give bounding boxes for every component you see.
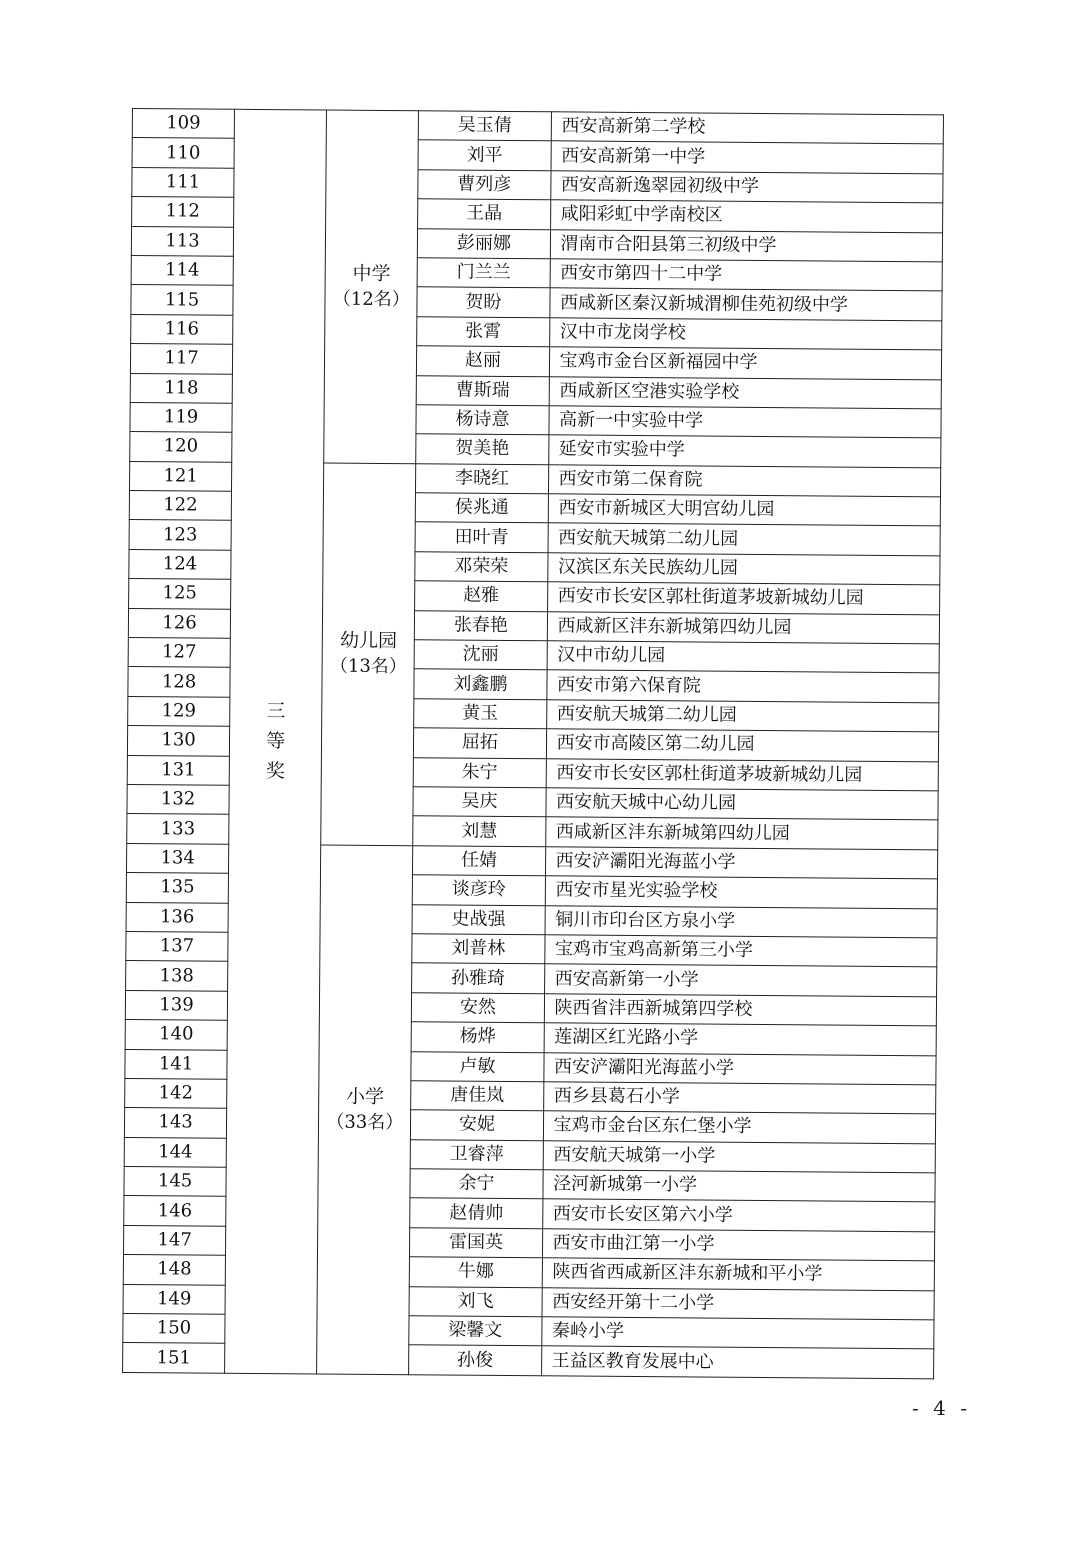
school-name: 汉中市龙岗学校	[549, 318, 942, 350]
school-name: 西安市新城区大明宫幼儿园	[548, 494, 941, 526]
winner-name: 彭丽娜	[418, 228, 550, 258]
row-number: 150	[123, 1313, 225, 1343]
row-number: 141	[125, 1049, 227, 1079]
row-number: 125	[129, 579, 231, 609]
row-number: 135	[126, 873, 228, 903]
winner-name: 刘鑫鹏	[414, 669, 546, 699]
winner-name: 沈丽	[414, 640, 546, 670]
winner-name: 孙雅琦	[412, 963, 544, 993]
winner-name: 唐佳岚	[411, 1081, 543, 1111]
school-name: 西安市第六保育院	[546, 670, 939, 702]
row-number: 151	[123, 1343, 225, 1373]
school-name: 陕西省沣西新城第四学校	[544, 993, 937, 1025]
school-name: 延安市实验中学	[548, 435, 941, 467]
winner-name: 杨烨	[411, 1022, 543, 1052]
school-name: 莲湖区红光路小学	[544, 1023, 937, 1055]
row-number: 124	[129, 549, 231, 579]
row-number: 123	[129, 520, 231, 550]
winner-name: 吴玉倩	[419, 111, 551, 141]
row-number: 118	[130, 373, 232, 403]
school-name: 西咸新区空港实验学校	[549, 376, 942, 408]
winner-name: 李晓红	[416, 463, 548, 493]
winner-name: 屈拓	[414, 728, 546, 758]
award-level-cell	[225, 109, 327, 1373]
school-name: 西安航天城第二幼儿园	[546, 700, 939, 732]
row-number: 143	[124, 1108, 226, 1138]
winner-name: 曹列彦	[418, 170, 550, 200]
row-number: 122	[129, 491, 231, 521]
row-number: 145	[124, 1167, 226, 1197]
winner-name: 梁馨文	[409, 1316, 541, 1346]
winner-name: 张霄	[417, 316, 549, 346]
school-name: 西安市第二保育院	[548, 464, 941, 496]
winner-name: 刘飞	[409, 1286, 541, 1316]
school-name: 西安航天城第一小学	[543, 1140, 936, 1172]
row-number: 114	[131, 255, 233, 285]
school-name: 西安航天城中心幼儿园	[545, 788, 938, 820]
row-number: 144	[124, 1137, 226, 1167]
row-number: 129	[128, 696, 230, 726]
row-number: 131	[127, 755, 229, 785]
winner-name: 谈彦玲	[413, 875, 545, 905]
row-number: 140	[125, 1020, 227, 1050]
school-name: 西安市长安区第六小学	[542, 1199, 935, 1231]
category-cell	[317, 845, 413, 1375]
category-count: （12名）	[332, 288, 410, 311]
award-table-body	[123, 109, 944, 1379]
row-number: 126	[128, 608, 230, 638]
winner-name: 门兰兰	[417, 258, 549, 288]
school-name: 西安浐灞阳光海蓝小学	[545, 847, 938, 879]
winner-name: 卢敏	[411, 1051, 543, 1081]
category-count: （13名）	[329, 655, 407, 678]
school-name: 西咸新区沣东新城第四幼儿园	[547, 611, 940, 643]
row-number: 130	[127, 726, 229, 756]
school-name: 宝鸡市金台区新福园中学	[549, 347, 942, 379]
winner-name: 贺盼	[417, 287, 549, 317]
row-number: 117	[130, 344, 232, 374]
school-name: 西安高新第一小学	[544, 964, 937, 996]
winner-name: 杨诗意	[416, 405, 548, 435]
winner-name: 侯兆通	[416, 493, 548, 523]
winner-name: 邓荣荣	[415, 552, 547, 582]
school-name: 西安市长安区郭杜街道茅坡新城幼儿园	[546, 758, 939, 790]
row-number: 109	[132, 109, 234, 139]
row-number: 133	[127, 814, 229, 844]
row-number: 148	[123, 1255, 225, 1285]
row-number: 139	[125, 990, 227, 1020]
school-name: 王益区教育发展中心	[541, 1346, 934, 1378]
winner-name: 安妮	[411, 1110, 543, 1140]
school-name: 西安经开第十二小学	[542, 1287, 935, 1319]
category-cell	[324, 110, 419, 463]
school-name: 西安高新第二学校	[551, 112, 944, 144]
school-name: 泾河新城第一小学	[542, 1170, 935, 1202]
school-name: 西安市星光实验学校	[545, 876, 938, 908]
row-number: 127	[128, 638, 230, 668]
school-name: 宝鸡市宝鸡高新第三小学	[544, 935, 937, 967]
row-number: 116	[131, 314, 233, 344]
row-number: 146	[124, 1196, 226, 1226]
winner-name: 田叶青	[415, 522, 547, 552]
winner-name: 赵雅	[415, 581, 547, 611]
row-number: 119	[130, 402, 232, 432]
category-title: 幼儿园	[340, 629, 398, 653]
school-name: 西安高新第一中学	[551, 141, 944, 173]
school-name: 铜川市印台区方泉小学	[545, 905, 938, 937]
school-name: 渭南市合阳县第三初级中学	[550, 229, 943, 261]
winner-name: 刘普林	[412, 934, 544, 964]
school-name: 高新一中实验中学	[548, 406, 941, 438]
school-name: 西安市高陵区第二幼儿园	[546, 729, 939, 761]
school-name: 西安市第四十二中学	[550, 259, 943, 291]
winner-name: 安然	[412, 992, 544, 1022]
row-number: 137	[126, 931, 228, 961]
winner-name: 赵丽	[417, 346, 549, 376]
row-number: 134	[126, 843, 228, 873]
school-name: 秦岭小学	[541, 1317, 934, 1349]
winner-name: 刘慧	[413, 816, 545, 846]
category-count: （33名）	[326, 1111, 404, 1133]
winner-name: 贺美艳	[416, 434, 548, 464]
school-name: 汉滨区东关民族幼儿园	[547, 553, 940, 585]
row-number: 128	[128, 667, 230, 697]
winner-name: 刘平	[418, 140, 550, 170]
row-number: 110	[132, 138, 234, 168]
winner-name: 王晶	[418, 199, 550, 229]
row-number: 149	[123, 1284, 225, 1314]
row-number: 132	[127, 784, 229, 814]
school-name: 西咸新区沣东新城第四幼儿园	[545, 817, 938, 849]
row-number: 136	[126, 902, 228, 932]
winner-name: 朱宁	[414, 757, 546, 787]
row-number: 111	[132, 167, 234, 197]
row-number: 120	[130, 432, 232, 462]
winner-name: 任婧	[413, 845, 545, 875]
school-name: 西咸新区秦汉新城渭柳佳苑初级中学	[549, 288, 942, 320]
row-number: 147	[123, 1225, 225, 1255]
winner-name: 曹斯瑞	[417, 375, 549, 405]
award-level: 三等奖	[265, 700, 286, 783]
winner-name: 余宁	[410, 1169, 542, 1199]
school-name: 西安浐灞阳光海蓝小学	[543, 1052, 936, 1084]
school-name: 宝鸡市金台区东仁堡小学	[543, 1111, 936, 1143]
row-number: 121	[129, 461, 231, 491]
school-name: 西安高新逸翠园初级中学	[550, 171, 943, 203]
school-name: 陕西省西咸新区沣东新城和平小学	[542, 1258, 935, 1290]
row-number: 138	[126, 961, 228, 991]
page-number: - 4 -	[912, 1396, 971, 1420]
row-number: 113	[131, 226, 233, 256]
winner-name: 史战强	[412, 904, 544, 934]
row-number: 115	[131, 285, 233, 315]
school-name: 汉中市幼儿园	[547, 641, 940, 673]
category-title: 小学	[345, 1085, 385, 1108]
school-name: 西乡县葛石小学	[543, 1082, 936, 1114]
award-table	[122, 108, 944, 1379]
school-name: 咸阳彩虹中学南校区	[550, 200, 943, 232]
winner-name: 赵倩帅	[410, 1198, 542, 1228]
category-cell	[321, 463, 416, 846]
school-name: 西安市长安区郭杜街道茅坡新城幼儿园	[547, 582, 940, 614]
winner-name: 雷国英	[410, 1228, 542, 1258]
school-name: 西安航天城第二幼儿园	[548, 523, 941, 555]
table-row	[132, 109, 943, 145]
winner-name: 牛娜	[410, 1257, 542, 1287]
row-number: 142	[125, 1078, 227, 1108]
winner-name: 卫睿萍	[411, 1139, 543, 1169]
winner-name: 张春艳	[415, 610, 547, 640]
winner-name: 孙俊	[409, 1345, 541, 1375]
winner-name: 吴庆	[413, 787, 545, 817]
school-name: 西安市曲江第一小学	[542, 1229, 935, 1261]
winner-name: 黄玉	[414, 699, 546, 729]
row-number: 112	[132, 197, 234, 227]
category-title: 中学	[352, 262, 391, 285]
